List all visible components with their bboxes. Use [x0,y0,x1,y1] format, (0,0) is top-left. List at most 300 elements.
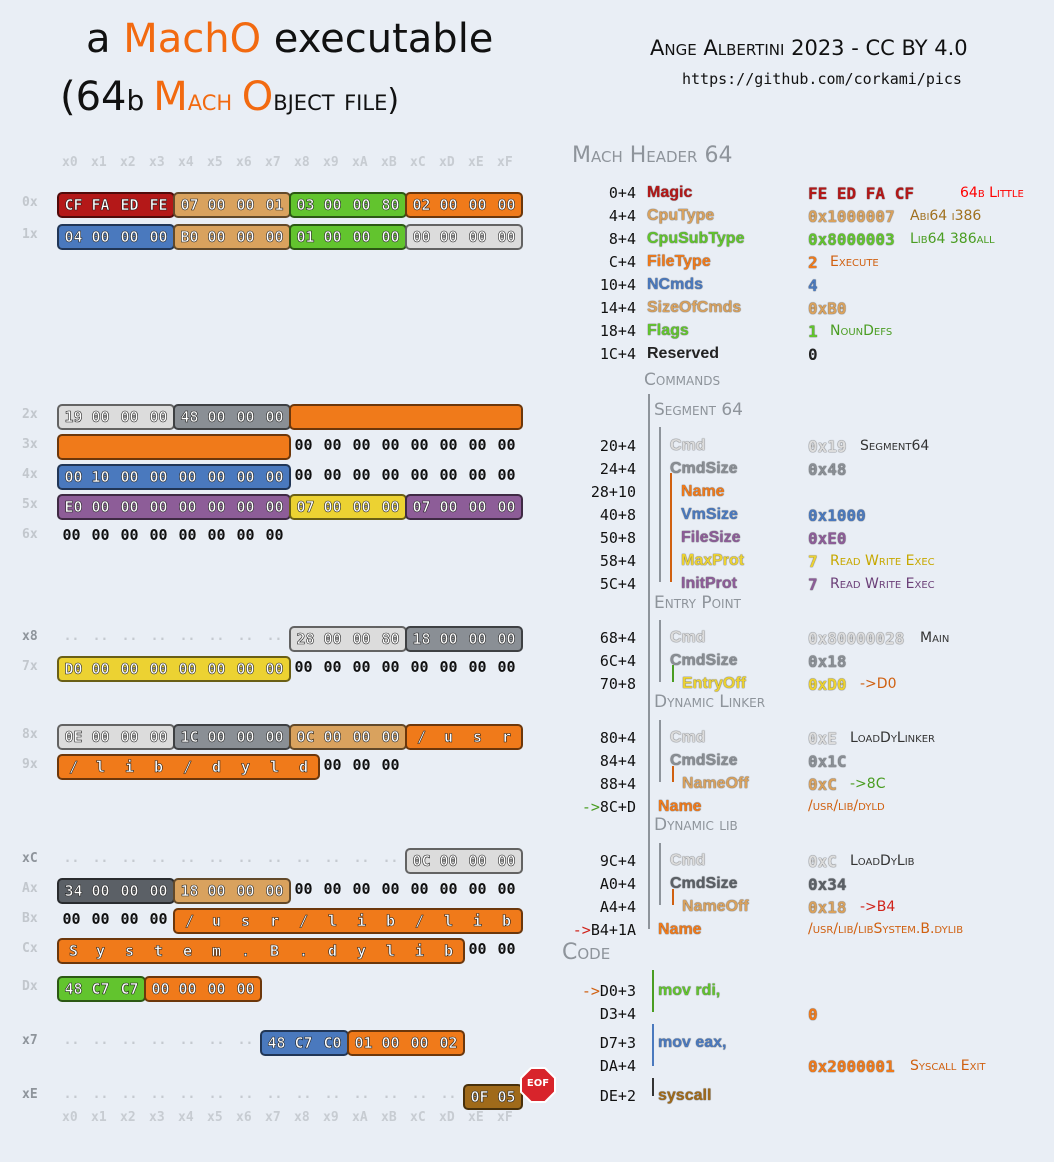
hex-byte: / [173,754,202,780]
hex-byte: .. [353,851,370,866]
hex-byte [57,434,88,460]
dylinker-bracket [659,720,661,782]
hex-byte: 48 [57,976,88,1002]
field-name: mov rdi, [658,982,721,999]
hex-byte: 03 [289,192,320,218]
hex-byte: 00 [149,910,168,928]
hex-byte: 02 [434,1030,465,1056]
section-mach-header: Mach Header 64 [572,143,733,168]
hex-byte: FA [86,192,115,218]
hex-byte: 00 [323,436,342,454]
field-name: Name [681,483,725,500]
hex-byte: 00 [260,878,291,904]
hex-byte: 0C [405,848,436,874]
hex-byte: u [202,908,231,934]
eof-label: EOF [526,1078,550,1089]
hex-byte: / [405,724,436,750]
field-offset: 88+4 [599,775,636,793]
hex-byte: .. [121,629,138,644]
field-note: NounDefs [830,323,893,339]
hex-byte: i [115,754,144,780]
field-value: 7 [808,575,818,594]
hex-byte: 00 [231,192,260,218]
hex-byte: 00 [144,494,173,520]
hex-byte: 01 [260,192,291,218]
hex-byte: i [405,938,434,964]
hex-byte: 00 [492,848,523,874]
hex-byte: .. [150,1087,167,1102]
row-label-9x: 9x [22,757,38,772]
hex-byte: 00 [463,224,492,250]
hex-byte: 19 [57,404,88,430]
row-label-x7: x7 [22,1033,38,1048]
field-value: 0 [808,1005,818,1024]
hex-byte: / [173,908,204,934]
field-offset: 84+4 [599,752,636,770]
hex-byte: t [144,938,173,964]
hex-byte: .. [237,851,254,866]
hex-byte: b [144,754,173,780]
field-name: VmSize [681,506,738,523]
hex-byte [492,404,523,430]
col-header-bottom-xB: xB [381,1110,397,1125]
col-header-bottom-x6: x6 [236,1110,252,1125]
hex-byte: 00 [352,466,371,484]
field-value: 0x18 [808,652,847,671]
field-value: 0 [808,345,818,364]
hex-byte: .. [266,629,283,644]
hex-byte: .. [92,1087,109,1102]
hex-byte: 00 [318,192,347,218]
hex-byte: l [86,754,115,780]
hex-byte: 00 [318,494,347,520]
row-label-8x: 8x [22,727,38,742]
col-header-top-xD: xD [439,155,455,170]
field-value: 0xC [808,775,837,794]
hex-byte: 00 [236,526,255,544]
field-note: Abi64 i386 [910,208,982,224]
hex-byte: u [434,724,463,750]
hex-byte: 00 [115,656,144,682]
row-label-xE: xE [22,1087,38,1102]
row-label-3x: 3x [22,437,38,452]
hex-byte: / [405,908,434,934]
entry-bracket [659,620,661,682]
hex-byte: 00 [173,656,202,682]
hex-byte: 00 [144,464,173,490]
hex-byte: 00 [62,526,81,544]
hex-byte: .. [92,1033,109,1048]
hex-byte: 28 [289,626,320,652]
field-offset: 18+4 [599,322,636,340]
title-macho: MachO [123,16,262,62]
hex-byte: .. [353,1087,370,1102]
col-header-bottom-x7: x7 [265,1110,281,1125]
title-part: bject file) [273,83,400,118]
hex-byte: .. [237,1033,254,1048]
hex-byte: 10 [86,464,115,490]
row-label-1x: 1x [22,227,38,242]
col-header-top-x0: x0 [62,155,78,170]
hex-byte: 00 [260,724,291,750]
hex-byte: d [289,754,320,780]
field-note: LoadDyLinker [850,730,935,746]
hex-byte: .. [63,1033,80,1048]
row-label-Ax: Ax [22,881,38,896]
hex-byte [347,404,376,430]
field-value: 7 [808,552,818,571]
hex-byte: 00 [410,880,429,898]
field-name: Flags [647,322,689,339]
hex-byte: .. [179,851,196,866]
col-header-top-xF: xF [497,155,513,170]
hex-byte: 00 [439,880,458,898]
hex-byte: 00 [497,436,516,454]
hex-byte: 00 [468,940,487,958]
hex-byte: 80 [376,626,407,652]
hex-byte: .. [382,1087,399,1102]
field-name: Cmd [670,729,706,746]
col-header-bottom-x2: x2 [120,1110,136,1125]
dylib-off-bracket [672,889,674,905]
col-header-bottom-x5: x5 [207,1110,223,1125]
field-value: 4 [808,276,818,295]
field-offset: 70+8 [599,675,636,693]
field-value: 0x48 [808,460,847,479]
hex-byte: 07 [173,192,204,218]
hex-byte: 00 [468,880,487,898]
hex-byte: 00 [202,494,231,520]
hex-byte: 00 [352,880,371,898]
hex-byte: .. [440,1087,457,1102]
hex-byte: 00 [149,526,168,544]
hex-byte: 00 [144,976,175,1002]
hex-byte: 00 [202,464,231,490]
field-value: 0xD0 [808,675,847,694]
field-note: Execute [830,254,879,270]
hex-byte: 00 [318,626,347,652]
field-name: Name [658,921,702,938]
field-offset: ->8C+D [581,798,636,816]
hex-byte: 00 [115,404,144,430]
hex-byte: 00 [231,464,260,490]
hex-byte: 00 [86,878,115,904]
hex-byte: . [289,938,318,964]
hex-byte: 00 [144,404,175,430]
field-offset: 68+4 [599,629,636,647]
hex-byte: .. [150,851,167,866]
section-dynamic-lib: Dynamic lib [654,815,738,835]
field-name: Cmd [670,629,706,646]
field-name: NameOff [682,775,749,792]
hex-byte: 00 [115,224,144,250]
hex-byte: . [231,938,260,964]
hex-byte: .. [92,629,109,644]
hex-byte: 00 [62,910,81,928]
field-value: 0x2000001 [808,1057,895,1076]
hex-byte: .. [266,851,283,866]
hex-byte: 00 [381,658,400,676]
field-offset: A4+4 [599,898,636,916]
hex-byte: 00 [86,656,115,682]
hex-byte: S [57,938,88,964]
field-name: CmdSize [670,460,738,477]
title-part: M [153,74,188,120]
hex-byte: 00 [115,878,144,904]
hex-byte: d [202,754,231,780]
field-name: Name [658,798,702,815]
hex-byte: e [173,938,202,964]
hex-byte: 05 [492,1084,523,1110]
field-name: NCmds [647,276,704,293]
field-offset: 10+4 [599,276,636,294]
field-value: 0x1000 [808,506,866,525]
field-name: Cmd [670,852,706,869]
field-offset: 40+8 [599,506,636,524]
hex-byte: 00 [497,940,516,958]
hex-byte: l [434,908,463,934]
hex-byte: r [492,724,523,750]
title-part: O [241,74,274,120]
field-value: FE ED FA CF [808,184,914,203]
field-value: 0x19 [808,437,847,456]
hex-byte: 00 [492,626,523,652]
field-name: Cmd [670,437,706,454]
hex-byte: 00 [410,466,429,484]
hex-byte: 34 [57,878,88,904]
hex-byte: 00 [144,224,175,250]
hex-byte: C7 [115,976,146,1002]
hex-byte [289,404,320,430]
hex-byte: 00 [207,526,226,544]
credit-author: Ange Albertini 2023 - CC BY 4.0 [650,36,968,60]
hex-byte: 01 [289,224,320,250]
row-label-Cx: Cx [22,941,38,956]
hex-byte: .. [295,851,312,866]
field-note: 64b Little [960,185,1024,201]
field-value: 0xE [808,729,837,748]
hex-byte: 00 [497,466,516,484]
field-note: LoadDyLib [850,853,915,869]
row-label-xC: xC [22,851,38,866]
hex-byte: 00 [439,436,458,454]
field-offset: 4+4 [608,207,636,225]
hex-byte: 00 [323,756,342,774]
field-note: ->B4 [860,899,896,915]
hex-byte: 00 [492,192,523,218]
hex-byte: .. [411,1087,428,1102]
hex-byte: 00 [492,494,523,520]
code-bracket-1 [652,970,654,1012]
hex-byte: / [57,754,88,780]
hex-byte: 00 [439,466,458,484]
hex-byte: 00 [318,224,347,250]
col-header-bottom-xD: xD [439,1110,455,1125]
hex-byte: 02 [405,192,436,218]
title-line-1 [86,16,493,62]
hex-byte: 00 [231,404,260,430]
hex-byte: 00 [434,192,463,218]
field-offset: 50+8 [599,529,636,547]
hex-byte: 00 [294,880,313,898]
hex-byte: .. [208,1087,225,1102]
hex-byte: b [376,908,405,934]
field-note: Syscall Exit [910,1058,986,1074]
hex-byte: 00 [381,436,400,454]
hex-byte: .. [121,1033,138,1048]
hex-byte: 00 [202,192,231,218]
hex-byte: D0 [57,656,88,682]
hex-byte: E0 [57,494,88,520]
field-offset: 14+4 [599,299,636,317]
hex-byte: .. [121,851,138,866]
hex-byte: 48 [260,1030,291,1056]
field-note: Read Write Exec [830,576,935,592]
hex-byte: 0E [57,724,88,750]
hex-byte: 00 [57,464,88,490]
col-header-top-xB: xB [381,155,397,170]
hex-byte: 0F [463,1084,494,1110]
field-value: /usr/lib/dyld [808,798,885,814]
field-offset: 28+10 [590,483,636,501]
col-header-bottom-x1: x1 [91,1110,107,1125]
hex-byte: 00 [463,192,492,218]
hex-byte [144,434,173,460]
hex-byte: 00 [468,466,487,484]
offset-arrow: -> [581,798,600,816]
field-value: 0x1C [808,752,847,771]
hex-byte: 04 [57,224,88,250]
field-name: EntryOff [682,675,746,692]
hex-byte: 00 [294,466,313,484]
hex-byte: 1C [173,724,204,750]
hex-byte: 00 [492,224,523,250]
hex-byte: 00 [497,880,516,898]
hex-byte: 00 [173,494,202,520]
hex-byte: 00 [86,404,115,430]
title-part: b [126,84,154,117]
col-header-top-xA: xA [352,155,368,170]
hex-byte: 00 [231,724,260,750]
col-header-bottom-x0: x0 [62,1110,78,1125]
hex-byte: .. [237,629,254,644]
hex-byte: 00 [376,494,407,520]
field-name: CmdSize [670,752,738,769]
hex-byte: .. [63,1087,80,1102]
field-offset: 1C+4 [599,345,636,363]
field-offset: 24+4 [599,460,636,478]
field-name: CpuType [647,207,715,224]
hex-byte: 00 [202,656,231,682]
hex-byte [405,404,434,430]
col-header-bottom-xE: xE [468,1110,484,1125]
hex-byte: 07 [405,494,436,520]
hex-byte: 00 [91,526,110,544]
hex-byte: 18 [405,626,436,652]
col-header-top-x2: x2 [120,155,136,170]
hex-byte: 00 [381,466,400,484]
field-offset: 8+4 [608,230,636,248]
hex-byte: 00 [86,724,115,750]
hex-byte: 00 [468,436,487,454]
dylib-bracket [659,843,661,905]
hex-byte: 00 [202,724,231,750]
hex-byte [115,434,144,460]
hex-byte: 00 [439,658,458,676]
hex-byte: 00 [352,658,371,676]
field-offset: A0+4 [599,875,636,893]
col-header-top-x1: x1 [91,155,107,170]
hex-byte: .. [324,1087,341,1102]
title-part: executable [261,16,494,62]
row-label-6x: 6x [22,527,38,542]
field-note: ->D0 [860,676,897,692]
hex-byte: 00 [231,976,262,1002]
col-header-bottom-xC: xC [410,1110,426,1125]
field-offset: C+4 [608,253,636,271]
credit-url[interactable]: https://github.com/corkami/pics [682,70,962,88]
hex-byte: y [347,938,376,964]
field-offset: D7+3 [599,1034,636,1052]
hex-byte: 00 [120,526,139,544]
field-offset: 20+4 [599,437,636,455]
col-header-top-x7: x7 [265,155,281,170]
entry-off-bracket [672,665,674,682]
hex-byte: 00 [231,656,260,682]
hex-byte: C0 [318,1030,349,1056]
title-part: (64 [60,74,127,120]
hex-byte: .. [266,1087,283,1102]
col-header-top-x3: x3 [149,155,165,170]
hex-byte: 00 [265,526,284,544]
field-offset: 9C+4 [599,852,636,870]
hex-byte [318,404,347,430]
col-header-bottom-x8: x8 [294,1110,310,1125]
hex-byte: 00 [323,658,342,676]
field-note: Read Write Exec [830,553,935,569]
hex-byte: 00 [323,466,342,484]
eof-stop-sign [520,1067,556,1103]
field-offset: 6C+4 [599,652,636,670]
hex-byte: .. [295,1087,312,1102]
hex-byte: 00 [347,494,376,520]
hex-byte: 00 [260,404,291,430]
hex-byte: 00 [91,910,110,928]
hex-byte: b [434,938,465,964]
segment-bracket [659,427,661,582]
hex-byte: 00 [120,910,139,928]
col-header-bottom-x9: x9 [323,1110,339,1125]
field-value: 0x18 [808,898,847,917]
hex-byte: y [86,938,115,964]
section-code: Code [562,940,611,965]
hex-byte: 00 [260,224,291,250]
hex-byte: 00 [352,436,371,454]
hex-byte: 00 [318,724,347,750]
field-value: 0x80000028 [808,629,905,648]
hex-byte: 00 [434,224,463,250]
hex-byte: 00 [347,192,376,218]
section-dynamic-linker: Dynamic Linker [654,692,766,712]
hex-byte: i [347,908,376,934]
hex-byte: .. [208,851,225,866]
field-note: Lib64 386all [910,231,995,247]
hex-byte: C7 [86,976,115,1002]
hex-byte: 00 [376,724,407,750]
hex-byte: l [376,938,405,964]
field-note: Segment64 [860,438,930,454]
field-value: 0xC [808,852,837,871]
